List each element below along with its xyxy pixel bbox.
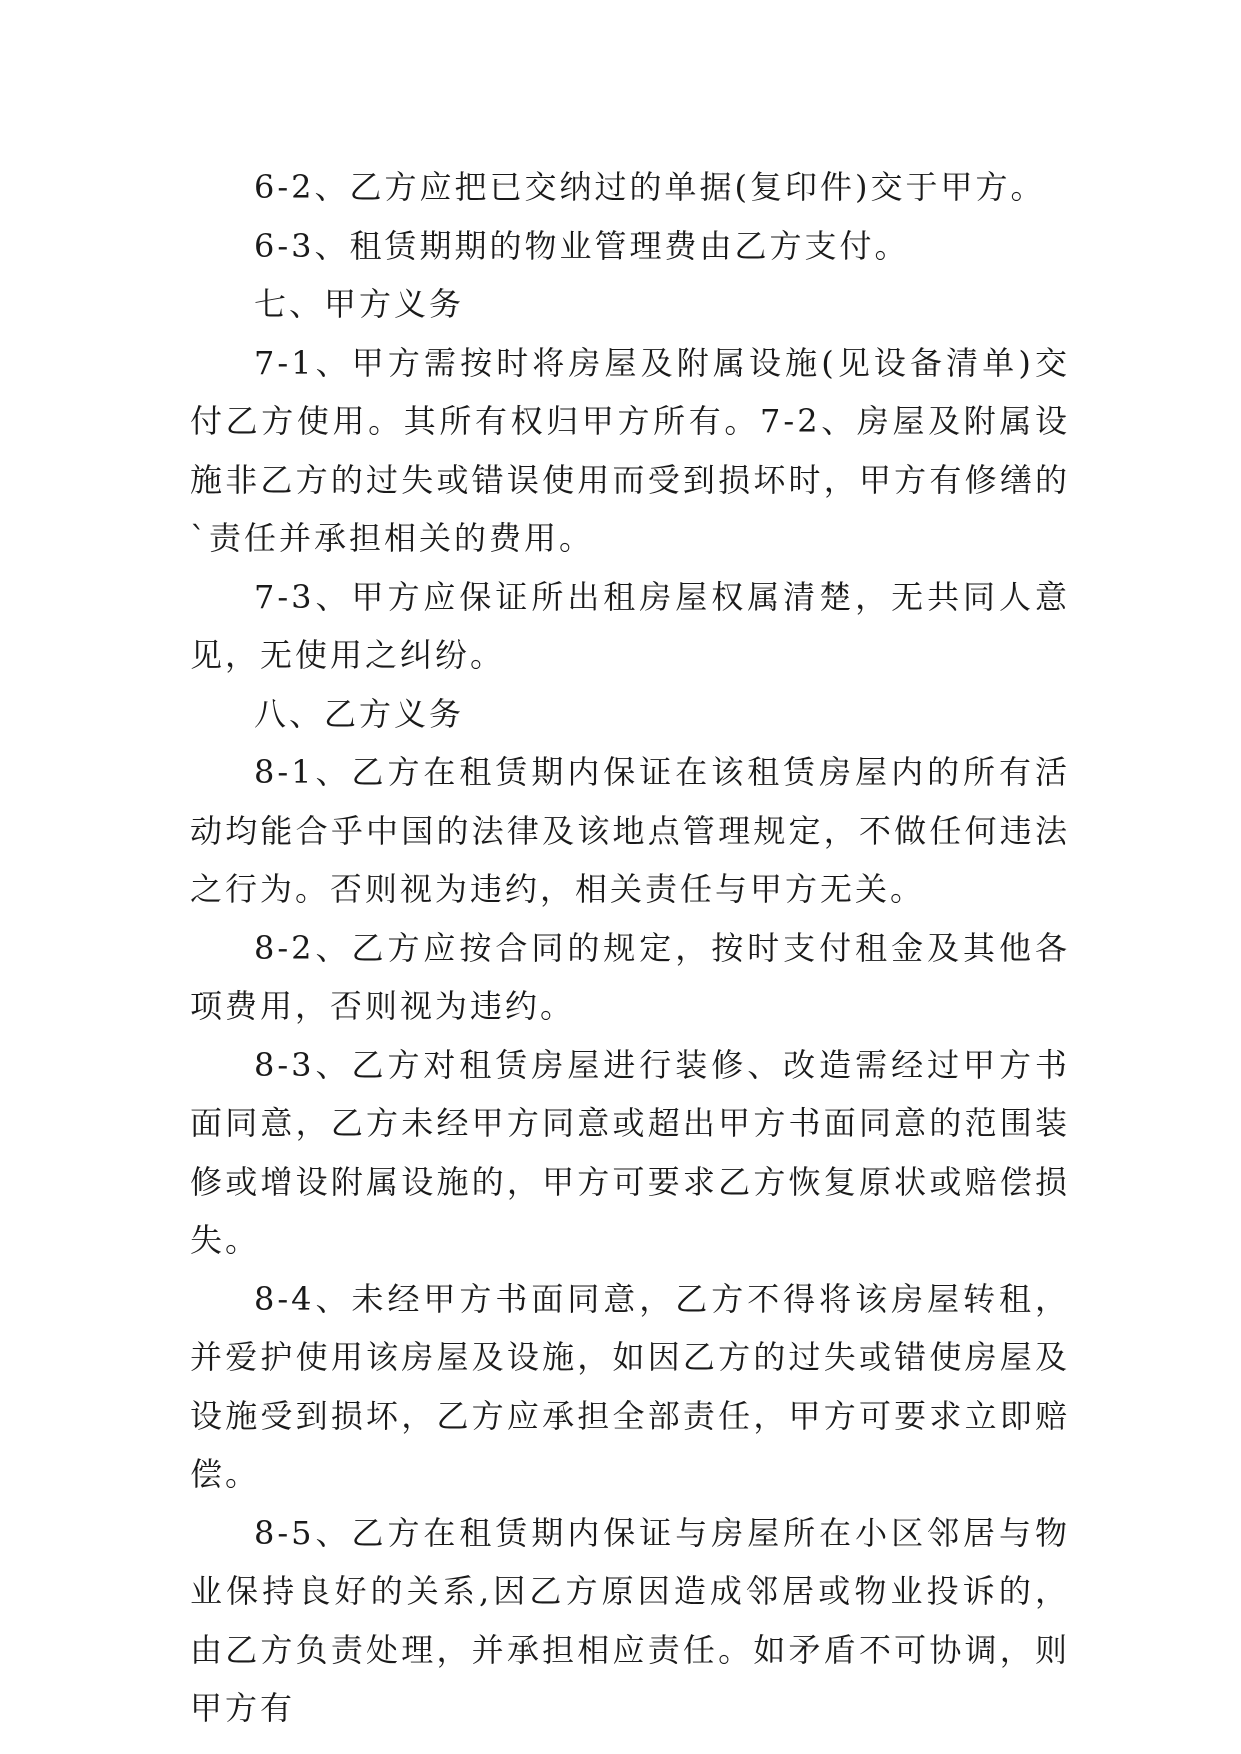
paragraph-8-2: 8-2、乙方应按合同的规定，按时支付租金及其他各项费用，否则视为违约。	[190, 928, 1070, 1025]
section-heading-7: 七、甲方义务	[254, 285, 465, 323]
paragraph-8-1: 8-1、乙方在租赁期内保证在该租赁房屋内的所有活动均能合乎中国的法律及该地点管理规定，不做任何违法之行为。否则视为违约，相关责任与甲方无关。	[190, 753, 1070, 908]
paragraph-8-4: 8-4、未经甲方书面同意，乙方不得将该房屋转租，并爱护使用该房屋及设施，如因乙方的过失或错使房屋及设施受到损坏，乙方应承担全部责任，甲方可要求立即赔偿。	[190, 1279, 1070, 1493]
document-body	[190, 158, 1070, 1738]
paragraph-6-3: 6-3、租赁期期的物业管理费由乙方支付。	[254, 226, 910, 265]
paragraph-6-2: 6-2、乙方应把已交纳过的单据(复印件)交于甲方。	[254, 168, 1046, 206]
paragraph-8-3: 8-3、乙方对租赁房屋进行装修、改造需经过甲方书面同意，乙方未经甲方同意或超出甲方书面同意的范围装修或增设附属设施的，甲方可要求乙方恢复原状或赔偿损失。	[190, 1045, 1070, 1259]
paragraph-8-5: 8-5、乙方在租赁期内保证与房屋所在小区邻居与物业保持良好的关系,因乙方原因造成邻居或物业投诉的，由乙方负责处理，并承担相应责任。如矛盾不可协调，则甲方有	[190, 1513, 1070, 1727]
section-heading-8: 八、乙方义务	[254, 694, 465, 733]
paragraph-7-1: 7-1、甲方需按时将房屋及附属设施(见设备清单)交付乙方使用。其所有权归甲方所有。7-2、房屋及附属设施非乙方的过失或错误使用而受到损坏时，甲方有修缮的`责任并承担相关的费用。	[190, 343, 1070, 557]
paragraph-7-3: 7-3、甲方应保证所出租房屋权属清楚，无共同人意见，无使用之纠纷。	[190, 577, 1070, 674]
